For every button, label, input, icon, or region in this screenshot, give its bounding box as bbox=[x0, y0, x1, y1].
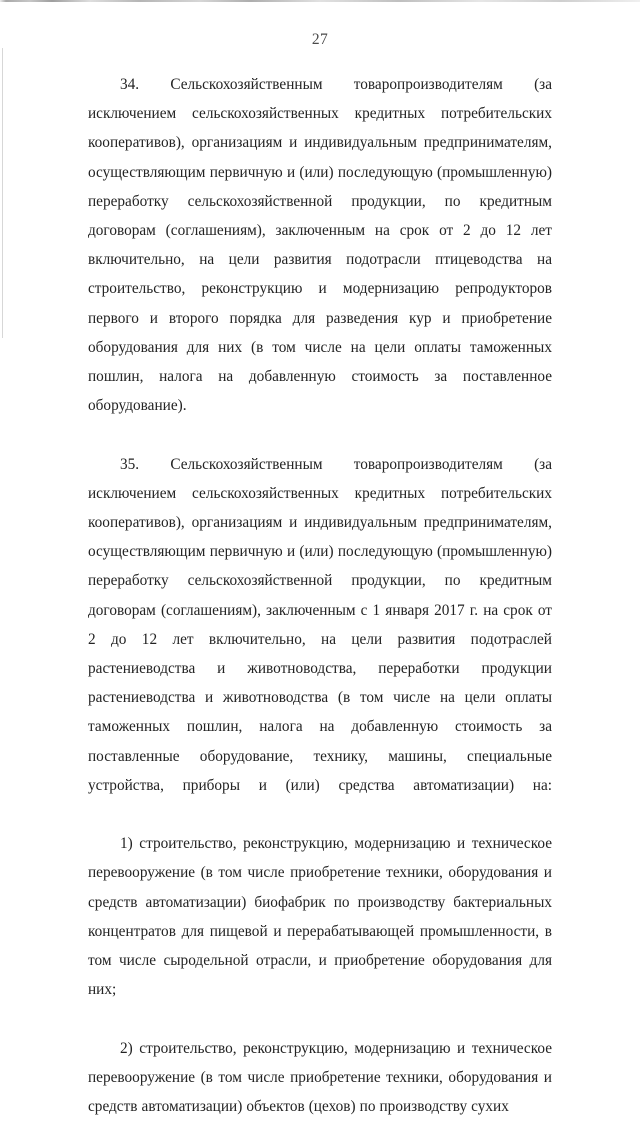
paragraph-subitem-1: 1) строительство, реконструкцию, модернизацию и техническое перевооружение (в том числе приобретение техники, оборудования и средств автоматизации) биофабрик по производству бактериальных концентратов для пищевой и перерабатывающей промышленности, в том числе сыродельной отрасли, и приобретение оборудования для них; bbox=[88, 835, 552, 999]
paragraph-subitem-2: 2) строительство, реконструкцию, модернизацию и техническое перевооружение (в том числе приобретение техники, оборудования и средств автоматизации) объектов (цехов) по производству сухих bbox=[88, 1039, 552, 1116]
paragraph-item-34: 34. Сельскохозяйственным товаропроизводителям (за исключением сельскохозяйственных кредитных потребительских кооперативов), организациям и индивидуальным предпринимателям, осуществляющим первичную и (или) последующую (промышленную) переработку сельскохозяйственной продукции, по кредитным договорам (соглашениям), заключенным на срок от 2 до 12 лет включительно, на цели развития подотрасли птицеводства на строительство, реконструкцию и модернизацию репродукторов первого и второго порядка для разведения кур и приобретение оборудования для них (в том числе на цели оплаты таможенных пошлин, налога на добавленную стоимость за поставленное оборудование). bbox=[88, 76, 552, 415]
paragraph-item-35: 35. Сельскохозяйственным товаропроизводителям (за исключением сельскохозяйственных кредитных потребительских кооперативов), организациям и индивидуальным предпринимателям, осуществляющим первичную и (или) последующую (промышленную) переработку сельскохозяйственной продукции, по кредитным договорам (соглашениям), заключенным с 1 января 2017 г. на срок от 2 до 12 лет включительно, на цели развития подотраслей растениеводства и животноводства, переработки продукции растениеводства и животноводства (в том числе на цели оплаты таможенных пошлин, налога на добавленную стоимость за поставленные оборудование, технику, машины, специальные устройства, приборы и (или) средства автоматизации) на: bbox=[88, 455, 552, 794]
document-body bbox=[88, 70, 552, 1121]
page-number: 27 bbox=[311, 31, 329, 48]
